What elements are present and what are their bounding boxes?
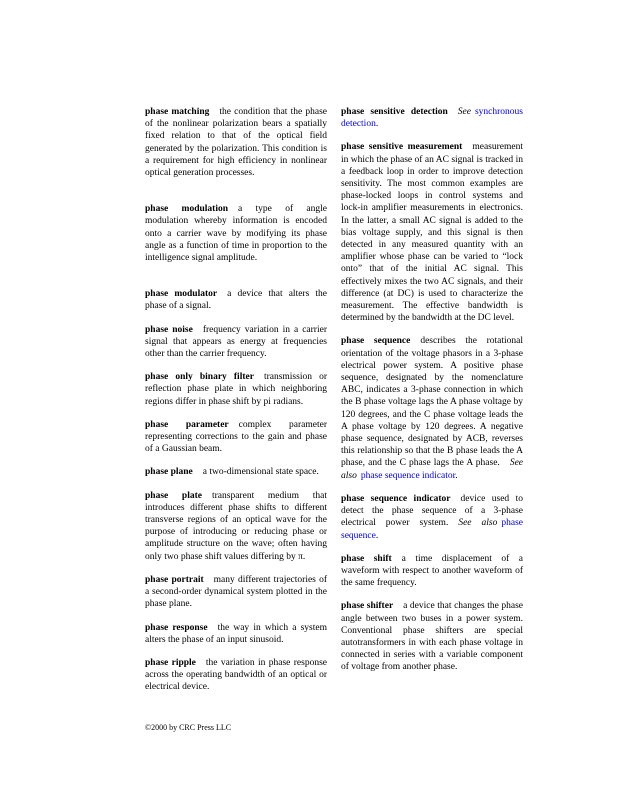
definition: transmission or reflection phase plate in which neighboring regions differ in phase shift by pi radians. (145, 372, 327, 407)
definition: a time displacement of a waveform with respect to another waveform of the same frequency. (341, 553, 523, 589)
definition: measurement in which the phase of an AC signal is tracked in a feedback loop in order to improve detection sensitivity. The most common examples are phase-locked loops in control systems and lock-in amplifier measurements in electronics. In the latter, a small AC signal is added to the bias voltage supply, and this signal is then detected in any measured quantity with an amplifier whose phase can be varied to “lock onto” that of the initial AC signal. This effectively mixes the two AC signals, and their difference (at DC) is used to characterize the measurement. The effective bandwidth is determined by the bandwidth at the DC level. (341, 142, 523, 324)
entry-phase-portrait (145, 574, 327, 611)
definition: complex parameter representing corrections to the gain and phase of a Gaussian beam. (145, 419, 327, 455)
term: phase sequence indicator (341, 493, 451, 504)
definition: the condition that the phase of the nonlinear polarization bears a spatially fixed relation to that of the optical field generated by the polarization. This condition is a requirement for high efficiency in nonlinear optical generation processes. (145, 107, 327, 179)
term: phase plane (145, 467, 193, 478)
term: phase ripple (145, 657, 196, 668)
definition: device used to detect the phase sequence of a 3-phase electrical power system. (341, 493, 523, 529)
term: phase matching (145, 107, 210, 117)
definition: frequency variation in a carrier signal that appears as energy at frequencies other than the carrier frequency. (145, 324, 327, 360)
entry-phase-modulator (145, 288, 327, 312)
definition: a type of angle modulation whereby information is encoded onto a carrier wave by modifying its phase angle as a function of time in proportion to the intelligence signal amplitude. (145, 204, 327, 264)
xref-link[interactable]: phase sequence (341, 518, 523, 541)
entry-phase-sensitive-measurement (341, 141, 523, 324)
term: phase response (145, 622, 208, 633)
entry-phase-modulation (145, 203, 327, 264)
term: phase parameter (145, 419, 229, 430)
term: phase sequence (341, 336, 411, 347)
term: phase modulation (145, 204, 228, 215)
see-label: See (457, 107, 471, 117)
definition: many different trajectories of a second-order dynamical system plotted in the phase plane. (145, 574, 327, 610)
term: phase shifter (341, 601, 394, 612)
tail: . (375, 119, 379, 130)
term: phase sensitive detection (341, 107, 448, 117)
definition: a device that alters the phase of a signal. (145, 289, 328, 312)
entry-phase-parameter (145, 419, 327, 456)
term: phase modulator (145, 289, 218, 300)
entry-phase-shift (341, 553, 523, 590)
definition: describes the rotational orientation of the voltage phasors in a 3-phase electrical power system. A positive phase sequence, designated by the nomenclature ABC, indicates a 3-phase connection in which the B phase voltage lags the A phase voltage by 120 degrees, and the C phase voltage leads the A phase voltage by 120 degrees. A negative phase sequence, designated by ACB, reverses this relationship so that the B phase leads the A phase, and the C phase lags the A phase. (341, 336, 523, 469)
entry-phase-sensitive-detection (341, 106, 523, 130)
right-column (341, 106, 523, 674)
see-label: See also (341, 458, 523, 481)
tail: . (455, 470, 458, 481)
definition: the variation in phase response across the operating bandwidth of an optical or electrical device. (145, 657, 327, 693)
entry-phase-response (145, 622, 327, 646)
entry-phase-only-binary-filter (145, 371, 327, 408)
xref-link[interactable]: synchronous detection (341, 107, 523, 130)
term: phase portrait (145, 574, 204, 585)
entry-phase-noise (145, 324, 327, 361)
left-column (145, 106, 327, 694)
definition: a two-dimensional state space. (202, 467, 319, 478)
entry-phase-matching (145, 106, 327, 179)
xref-link[interactable]: phase sequence indicator (360, 470, 456, 481)
copyright-footer: ©2000 by CRC Press LLC (145, 723, 232, 732)
entry-phase-plane (145, 466, 327, 478)
term: phase only binary filter (145, 372, 254, 383)
definition: transparent medium that introduces different phase shifts to different transverse regions of an optical wave for the purpose of introducing or reducing phase or amplitude structure on the wave; often having only two phase shift values differing by π. (145, 490, 327, 562)
definition: the way in which a system alters the phase of an input sinusoid. (145, 622, 327, 645)
term: phase shift (341, 553, 392, 564)
entry-phase-plate (145, 490, 327, 563)
term: phase sensitive measurement (341, 142, 463, 153)
term: phase plate (145, 490, 202, 501)
entry-phase-shifter (341, 600, 523, 673)
definition: a device that changes the phase angle between two buses in a power system. Conventional phase shifters are special autotransformers in with each phase voltage in connected in series with a variable component of voltage from another phase. (341, 601, 523, 673)
entry-phase-sequence (341, 335, 523, 481)
entry-phase-ripple (145, 657, 327, 694)
tail: . (375, 530, 379, 541)
entry-phase-sequence-indicator (341, 493, 523, 542)
see-label: See also (458, 518, 498, 529)
term: phase noise (145, 324, 193, 335)
